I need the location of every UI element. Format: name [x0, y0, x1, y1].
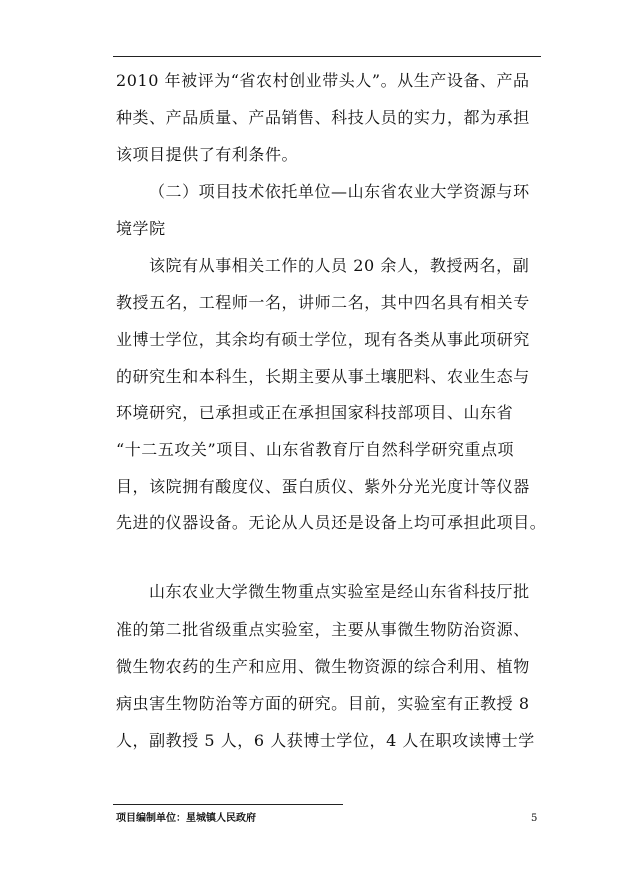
body-line: 微生物农药的生产和应用、微生物资源的综合利用、植物	[116, 657, 530, 676]
body-line: 先进的仪器设备。无论从人员还是设备上均可承担此项目。	[116, 513, 547, 532]
section-heading-line: 境学院	[116, 219, 166, 238]
body-line: 准的第二批省级重点实验室，主要从事微生物防治资源、	[116, 620, 530, 639]
body-line: 教授五名，工程师一名，讲师二名，其中四名具有相关专	[116, 293, 530, 312]
body-line: 种类、产品质量、产品销售、科技人员的实力，都为承担	[116, 108, 530, 127]
body-line: 山东农业大学微生物重点实验室是经山东省科技厅批	[149, 582, 530, 601]
header-rule	[113, 56, 541, 57]
body-line: 该院有从事相关工作的人员 20 余人，教授两名，副	[149, 256, 530, 275]
body-line: “十二五攻关”项目、山东省教育厅自然科学研究重点项	[116, 440, 515, 459]
footer-compiler: 项目编制单位：星城镇人民政府	[116, 813, 256, 824]
body-line: 病虫害生物防治等方面的研究。目前，实验室有正教授 8	[116, 694, 530, 713]
body-line: 2010 年被评为“省农村创业带头人”。从生产设备、产品	[116, 71, 530, 90]
body-line: 该项目提供了有利条件。	[116, 145, 299, 164]
body-line: 人，副教授 5 人，6 人获博士学位，4 人在职攻读博士学	[116, 731, 535, 750]
body-line: 目，该院拥有酸度仪、蛋白质仪、紫外分光光度计等仪器	[116, 477, 530, 496]
body-line: 业博士学位，其余均有硕士学位，现有各类从事此项研究	[116, 330, 530, 349]
body-line: 的研究生和本科生，长期主要从事土壤肥料、农业生态与	[116, 367, 530, 386]
footer-rule	[113, 804, 343, 805]
section-heading-line: （二）项目技术依托单位—山东省农业大学资源与环	[149, 182, 530, 201]
page-number: 5	[531, 813, 538, 824]
body-line: 环境研究，已承担或正在承担国家科技部项目、山东省	[116, 403, 514, 422]
